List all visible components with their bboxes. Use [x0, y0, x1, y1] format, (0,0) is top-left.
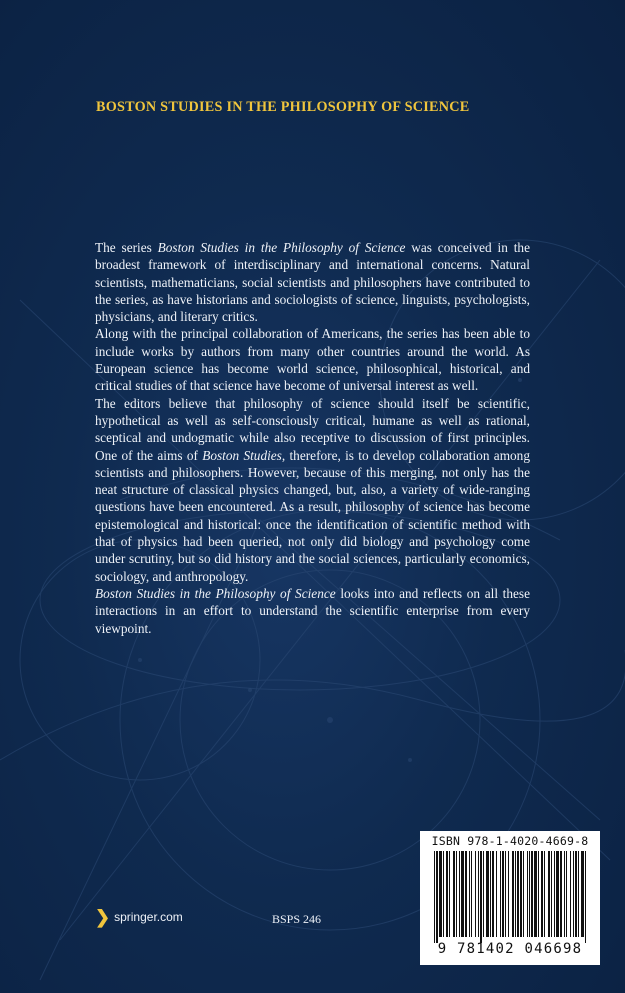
description-paragraph-1: The series Boston Studies in the Philosophy of Science was conceived in the broadest framework of interdisciplinary and international concerns. Natural scientists, mathematicians, social scientists and philosophers have contributed to the series, as have historians and sociologists of science, linguists, psychologists, physicians, and literary critics. — [95, 240, 530, 325]
barcode-bar — [556, 851, 559, 937]
barcode-bar — [570, 851, 571, 937]
description-paragraph-2: Along with the principal collaboration of Americans, the series has been able to include works by authors from many other countries around the world. As European science has become world science, philosophical, historical, and critical studies of that science have become of universal interest as well. — [95, 326, 530, 394]
barcode-bar — [456, 851, 457, 937]
barcode-bar — [517, 851, 519, 937]
barcode-bar — [443, 851, 444, 937]
barcode-bar — [585, 851, 586, 943]
barcode-bar — [449, 851, 450, 937]
barcode-bar — [554, 851, 555, 937]
barcode-bar — [581, 851, 584, 937]
barcode-bar — [459, 851, 460, 937]
barcode-bar — [508, 851, 509, 937]
barcode-bar — [531, 851, 533, 937]
barcode-bar — [566, 851, 567, 937]
series-title: BOSTON STUDIES IN THE PHILOSOPHY OF SCIENCE — [96, 99, 470, 115]
barcode-bar — [575, 851, 577, 937]
barcode-bar — [541, 851, 543, 937]
description-paragraph-3: The editors believe that philosophy of science should itself be scientific, hypothetical as well as self-consciously critical, humane as well as rational, sceptical and undogmatic while also receptive to discussion of first principles. One of the aims of Boston Studies, therefore, is to develop collaboration among scientists and philosophers. However, because of this merging, not only has the neat structure of classical physics changed, but, also, a variety of wide-ranging questions have been encountered. As a result, philosophy of science has become epistemological and historical: once the identification of scientific method with that of physics had been queried, not only did biology and psychology come under scrutiny, but so did history and the social sciences, particularly economics, sociology, and anthropology. — [95, 395, 530, 584]
barcode-bar — [505, 851, 506, 937]
barcode-bar — [538, 851, 539, 937]
series-description — [95, 239, 530, 637]
barcode-bar — [486, 851, 489, 937]
barcode-bar — [523, 851, 524, 937]
barcode-bar — [483, 851, 484, 937]
series-number: BSPS 246 — [272, 912, 322, 926]
barcode-bar — [436, 851, 438, 943]
barcode-bar — [478, 851, 479, 937]
isbn-number: ISBN 978-1-4020-4669-8 — [431, 834, 589, 848]
barcode-bar — [529, 851, 530, 937]
barcode-bar — [492, 851, 494, 937]
barcode-bar — [471, 851, 472, 937]
barcode-bar — [465, 851, 467, 937]
barcode-bar — [439, 851, 442, 937]
barcode-bar — [500, 851, 501, 937]
barcode-bar — [469, 851, 470, 937]
barcode-bar — [480, 851, 482, 943]
springer-link-label: springer.com — [114, 910, 183, 924]
chevron-right-icon: ❯ — [95, 907, 111, 927]
isbn-barcode — [420, 831, 600, 965]
barcode-bar — [551, 851, 552, 937]
barcode-bar — [560, 851, 562, 937]
barcode-bar — [564, 851, 565, 937]
barcode-bar — [515, 851, 516, 937]
barcode-bar — [475, 851, 476, 937]
ean-digits: 9 781402 046698 — [437, 941, 583, 957]
barcode-bar — [534, 851, 537, 937]
barcode-bars — [432, 851, 588, 943]
barcode-bar — [544, 851, 545, 937]
barcode-bar — [520, 851, 522, 937]
barcode-bar — [548, 851, 550, 937]
barcode-bar — [502, 851, 504, 937]
barcode-bar — [453, 851, 455, 937]
barcode-bar — [496, 851, 497, 937]
barcode-bar — [446, 851, 448, 937]
barcode-bar — [527, 851, 528, 937]
barcode-bar — [578, 851, 579, 937]
barcode-bar — [434, 851, 435, 943]
barcode-bar — [573, 851, 574, 937]
springer-link[interactable] — [95, 907, 183, 927]
barcode-bar — [512, 851, 514, 937]
barcode-bar — [461, 851, 464, 937]
barcode-bar — [490, 851, 491, 937]
description-paragraph-4: Boston Studies in the Philosophy of Science looks into and reflects on all these interactions in an effort to understand the scientific enterprise from every viewpoint. — [95, 585, 530, 636]
